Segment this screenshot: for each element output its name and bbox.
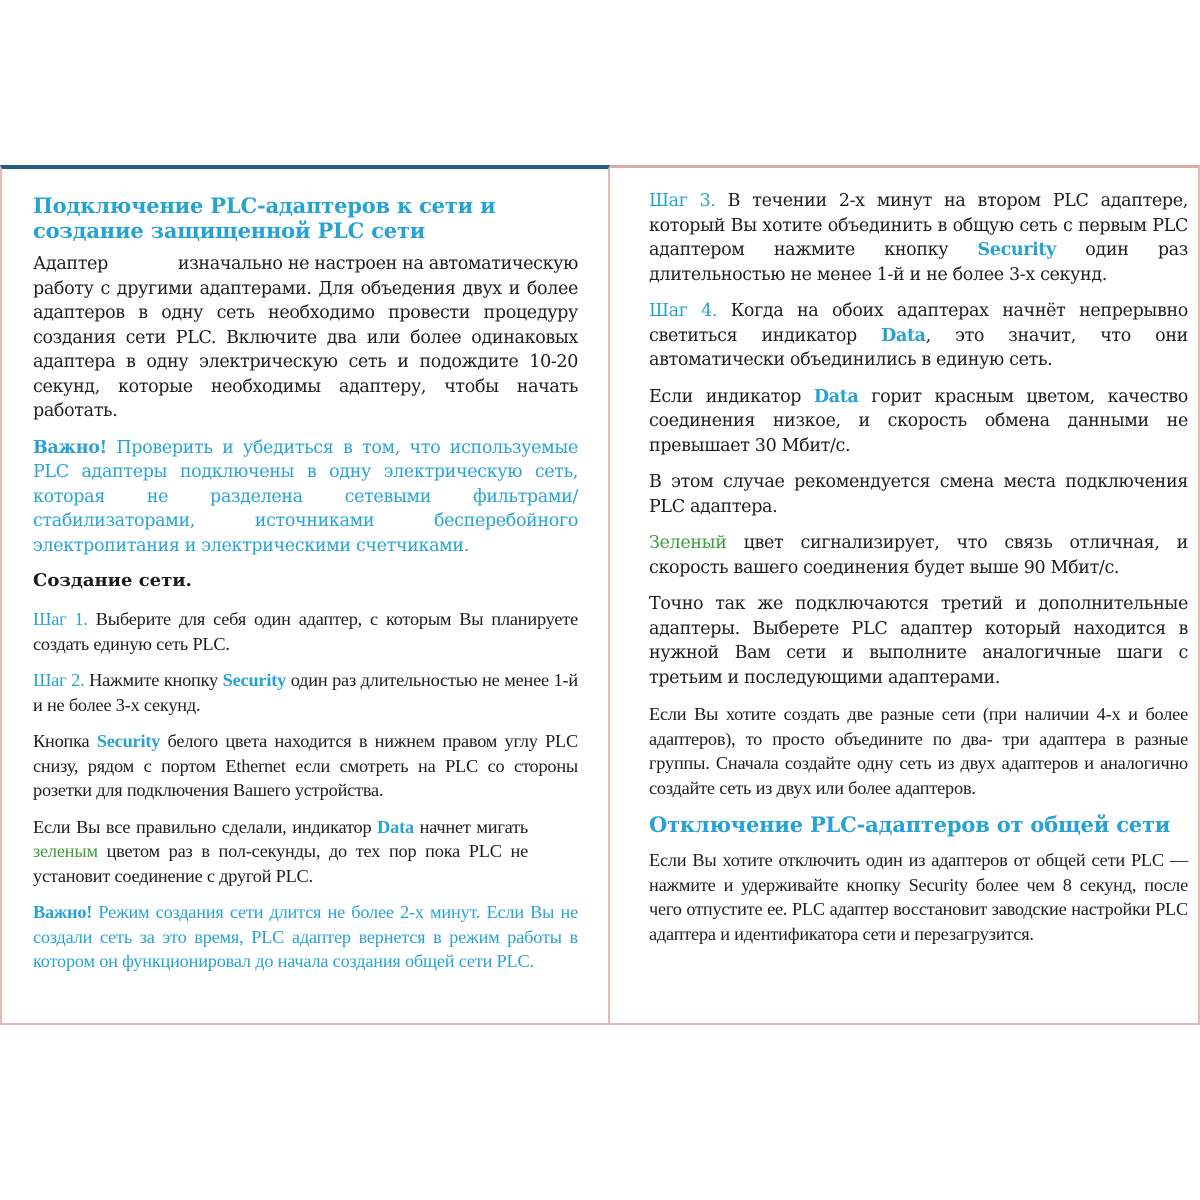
step-3-text-a: В течении 2-х минут на втором PLC адаптере, который Вы хотите объединить в общую сеть с первым PLC адаптером нажмите кнопку — [649, 191, 1188, 260]
correct-text-c: цветом раз в пол-секунды, до тех пор пока PLC не установит соединение с другой PLC. — [33, 841, 528, 886]
two-networks: Если Вы хотите создать две разные сети (при наличии 4-х и более адаптеров), то просто объедините по два- три адаптера в разные группы. Сначала создайте одну сеть из двух адаптеров и аналогично создайте сеть из двух или более адаптеров. — [649, 704, 1188, 798]
step-4-label: Шаг 4. — [649, 301, 718, 321]
step-2-text-a: Нажмите кнопку — [84, 670, 223, 690]
step-2 — [33, 668, 578, 717]
important-label-1: Важно! — [33, 437, 107, 458]
security-keyword: Security — [96, 731, 161, 751]
third-adapters: Точно так же подключаются третий и дополнительные адаптеры. Выберете PLC адаптер который находится в нужной Вам сети и выполните аналогичные шаги с третьим и последующими адаптерами. — [649, 594, 1188, 688]
security-keyword: Security — [977, 240, 1056, 260]
red-text-b: горит красным цветом, качество соединения низкое, и скорость обмена данными не превышает 30 Мбит/с. — [649, 386, 1188, 456]
green-text: цвет сигнализирует, что связь отличная, и скорость вашего соединения будет выше 90 Мбит/с. — [649, 533, 1188, 578]
green-indicator — [649, 531, 1188, 580]
data-keyword: Data — [813, 386, 859, 407]
step-2-text-b: один раз длительностью не менее 1-й и не более 3-х секунд. — [33, 670, 578, 715]
manual-spread — [0, 165, 1200, 1027]
step-2-label: Шаг 2. — [33, 670, 85, 690]
step-4 — [649, 299, 1188, 373]
button-location — [33, 729, 578, 803]
intro-start: Адаптер — [33, 254, 108, 274]
correct-setup — [33, 815, 578, 889]
step-3 — [649, 189, 1188, 287]
step-1 — [33, 607, 578, 656]
red-text-a: Если индикатор — [649, 386, 814, 407]
security-keyword: Security — [222, 670, 287, 690]
important-label-2: Важно! — [33, 902, 93, 922]
red-indicator — [649, 385, 1188, 459]
intro-rest: изначально не настроен на автоматическую работу с другими адаптерами. Для объедения двух и более адаптеров в одну сеть необходимо провести процедуру создания сети PLC. Включите два или более одинаковых адаптера в одну электрическую сеть и подождите 10-20 секунд, которые необходимы адаптеру, чтобы начать работать. — [33, 254, 578, 421]
step-3-label: Шаг 3. — [649, 191, 716, 211]
correct-text-a: Если Вы все правильно сделали, индикатор — [33, 816, 378, 837]
green-word: Зеленый — [649, 533, 727, 553]
step-3-text-b: один раз длительностью не менее 1-й и не более 3-х секунд. — [649, 240, 1188, 285]
important-text-2: Режим создания сети длится не более 2-х минут. Если Вы не создали сеть за это время, PLC адаптер вернется в режим работы в котором он функционировал до начала создания общей сети PLC. — [33, 902, 578, 971]
data-keyword: Data — [881, 325, 926, 346]
important-text-1: Проверить и убедиться в том, что используемые PLC адаптеры подключены в одну электрическую сеть, которая не разделена сетевыми фильтрами/стабилизаторами, источниками бесперебойного электропитания и электрическими счетчиками. — [33, 437, 578, 556]
disconnect-text: Если Вы хотите отключить один из адаптеров от общей сети PLC — нажмите и удерживайте кнопку Security более чем 8 секунд, после чего отпустите ее. PLC адаптер восстановит заводские настройки PLC адаптера и идентификатора сети и перезагрузится. — [649, 850, 1188, 944]
step-4-text-a: Когда на обоих адаптерах начнёт непрерывно светиться индикатор — [649, 301, 1188, 346]
intro-paragraph — [33, 252, 578, 424]
right-page — [610, 165, 1200, 1025]
important-note-2 — [33, 900, 578, 974]
create-network-heading: Создание сети. — [33, 570, 192, 591]
left-page — [0, 165, 610, 1025]
step-1-label: Шаг 1. — [33, 609, 88, 629]
green-word: зеленым — [33, 841, 98, 861]
data-keyword: Data — [377, 816, 414, 837]
step-1-text: Выберите для себя один адаптер, с которым Вы планируете создать единую сеть PLC. — [33, 609, 578, 654]
section-title-disconnect: Отключение PLC-адаптеров от общей сети — [649, 812, 1171, 837]
correct-text-b: начнет мигать — [413, 816, 529, 837]
important-note-1 — [33, 436, 578, 559]
recommendation: В этом случае рекомендуется смена места подключения PLC адаптера. — [649, 472, 1188, 517]
section-title-connect: Подключение PLC-адаптеров к сети и создание защищенной PLC сети — [33, 193, 496, 243]
step-4-text-b: , это значит, что они автоматически объединились в единую сеть. — [649, 325, 1188, 370]
button-text-b: белого цвета находится в нижнем правом углу PLC снизу, рядом с портом Ethernet если смотреть на PLC со стороны розетки для подключения Вашего устройства. — [33, 731, 578, 800]
button-text-a: Кнопка — [33, 731, 97, 751]
